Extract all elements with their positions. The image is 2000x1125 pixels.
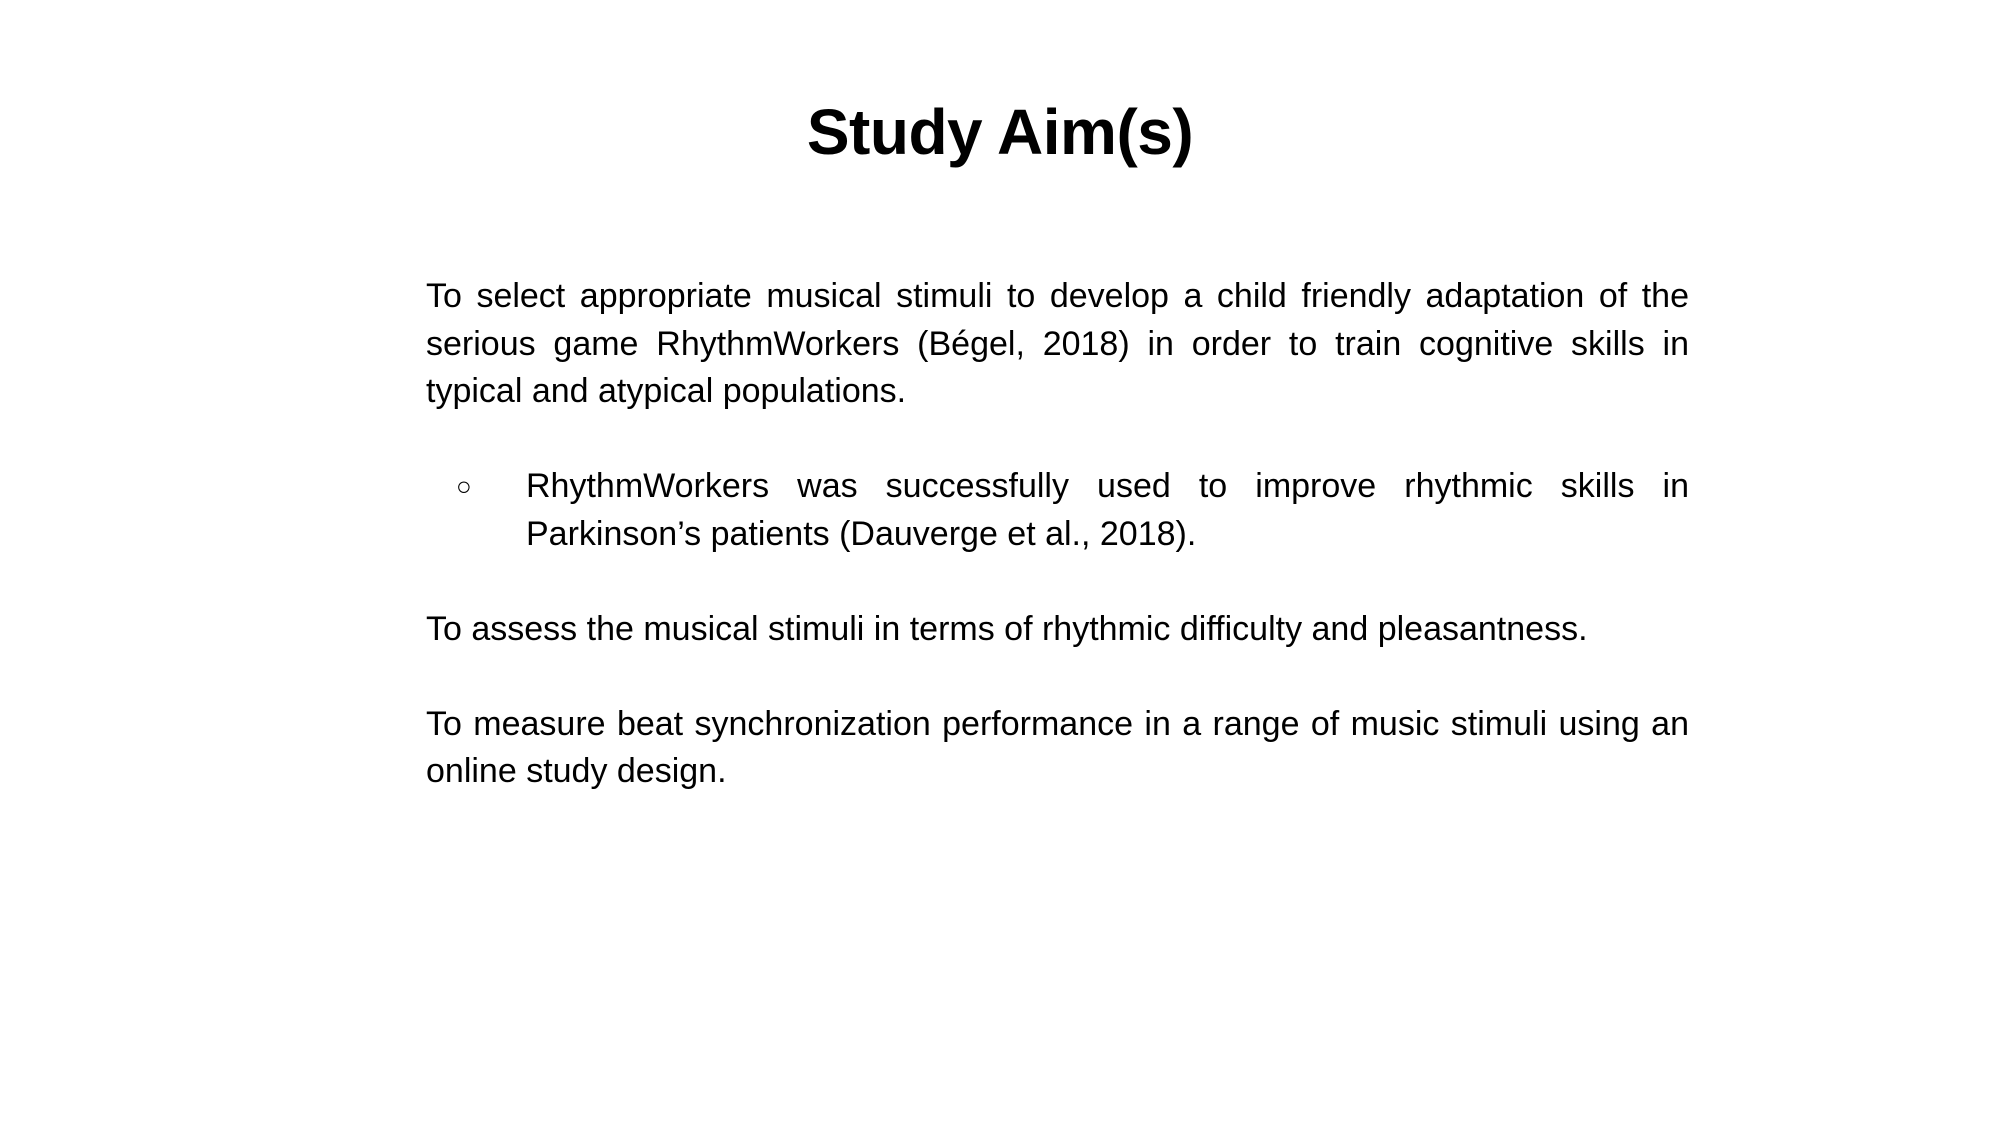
hollow-circle-bullet-icon: ○	[456, 471, 472, 501]
spacer	[426, 558, 1689, 606]
sub-bullet-text: RhythmWorkers was successfully used to improve rhythmic skills in Parkinson’s patients (Dauverge et al., 2018).	[526, 467, 1689, 553]
slide-title: Study Aim(s)	[806, 96, 1194, 168]
aim-paragraph-1: To select appropriate musical stimuli to develop a child friendly adaptation of the serious game RhythmWorkers (Bégel, 2018) in order to train cognitive skills in typical and atypical populations.	[426, 277, 1689, 410]
spacer	[426, 653, 1689, 701]
sub-bullet-item	[426, 463, 1689, 558]
spacer	[426, 416, 1689, 464]
slide-body	[426, 273, 1689, 796]
aim-paragraph-3: To measure beat synchronization performance in a range of music stimuli using an online study design.	[426, 704, 1689, 790]
aim-paragraph-2: To assess the musical stimuli in terms of rhythmic difficulty and pleasantness.	[426, 609, 1588, 648]
